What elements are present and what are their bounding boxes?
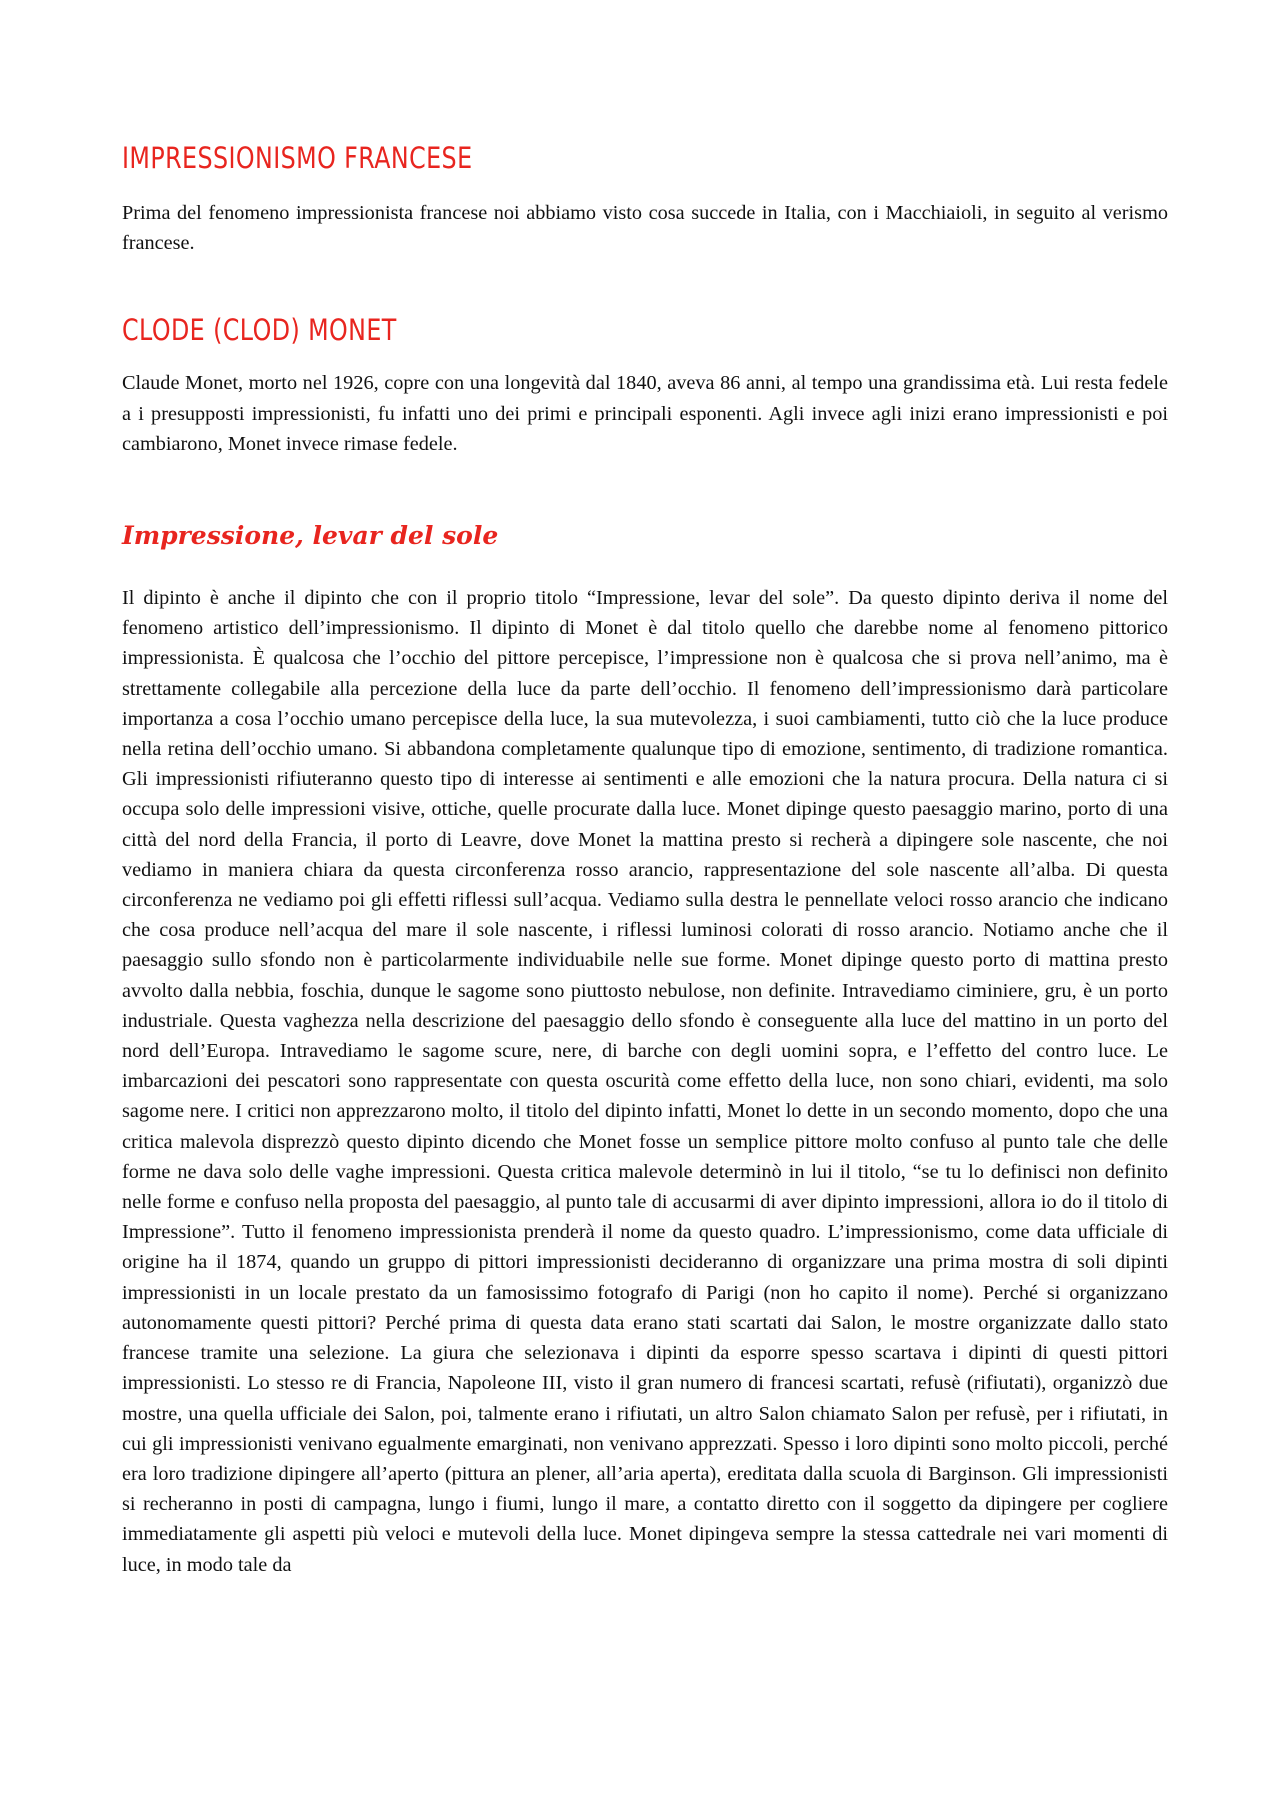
heading-impressione-levar-del-sole: Impressione, levar del sole: [122, 521, 499, 551]
paragraph-impressione: Il dipinto è anche il dipinto che con il proprio titolo “Impressione, levar del sole”. Da questo dipinto deriva il nome del fenomeno artistico dell’impressionismo. Il dipinto di Monet è dal titolo quello che darebbe nome al fenomeno pittorico impressionista. È qualcosa che l’occhio del pittore percepisce, l’impressione non è qualcosa che si prova nell’animo, ma è strettamente collegabile alla percezione della luce da parte dell’occhio. Il fenomeno dell’impressionismo darà particolare importanza a cosa l’occhio umano percepisce della luce, la sua mutevolezza, i suoi cambiamenti, tutto ciò che la luce produce nella retina dell’occhio umano. Si abbandona completamente qualunque tipo di emozione, sentimento, di tradizione romantica. Gli impressionisti rifiuteranno questo tipo di interesse ai sentimenti e alle emozioni che la natura procura. Della natura ci si occupa solo delle impressioni visive, ottiche, quelle procurate dalla luce. Monet dipinge questo paesaggio marino, porto di una città del nord della Francia, il porto di Leavre, dove Monet la mattina presto si recherà a dipingere sole nascente, che noi vediamo in maniera chiara da questa circonferenza rosso arancio, rappresentazione del sole nascente all’alba. Di questa circonferenza ne vediamo poi gli effetti riflessi sull’acqua. Vediamo sulla destra le pennellate veloci rosso arancio che indicano che cosa produce nell’acqua del mare il sole nascente, i riflessi luminosi colorati di rosso arancio. Notiamo anche che il paesaggio sullo sfondo non è particolarmente individuabile nelle sue forme. Monet dipinge questo porto di mattina presto avvolto dalla nebbia, foschia, dunque le sagome sono piuttosto nebulose, non definite. Intravediamo ciminiere, gru, è un porto industriale. Questa vaghezza nella descrizione del paesaggio dello sfondo è conseguente alla luce del mattino in un porto del nord dell’Europa. Intravediamo le sagome scure, nere, di barche con degli uomini sopra, e l’effetto del contro luce. Le imbarcazioni dei pescatori sono rappresentate con questa oscurità come effetto della luce, non sono chiari, evidenti, ma solo sagome nere. I critici non apprezzarono molto, il titolo del dipinto infatti, Monet lo dette in un secondo momento, dopo che una critica malevola disprezzò questo dipinto dicendo che Monet fosse un semplice pittore molto confuso al punto tale che delle forme ne dava solo delle vaghe impressioni. Questa critica malevole determinò in lui il titolo, “se tu lo definisci non definito nelle forme e confuso nella proposta del paesaggio, al punto tale di accusarmi di aver dipinto impressioni, allora io do il titolo di Impressione”. Tutto il fenomeno impressionista prenderà il nome da questo quadro. L’impressionismo, come data ufficiale di origine ha il 1874, quando un gruppo di pittori impressionisti decideranno di organizzare una prima mostra di soli dipinti impressionisti in un locale prestato da un famosissimo fotografo di Parigi (non ho capito il nome). Perché si organizzano autonomamente questi pittori? Perché prima di questa data erano stati scartati dai Salon, le mostre organizzate dallo stato francese tramite una selezione. La giura che selezionava i dipinti da esporre spesso scartava i dipinti di questi pittori impressionisti. Lo stesso re di Francia, Napoleone III, visto il gran numero di francesi scartati, refusè (rifiutati), organizzò due mostre, una quella ufficiale dei Salon, poi, talmente erano i rifiutati, un altro Salon chiamato Salon per refusè, per i rifiutati, in cui gli impressionisti venivano egualmente emarginati, non venivano apprezzati. Spesso i loro dipinti sono molto piccoli, perché era loro tradizione dipingere all’aperto (pittura an plener, all’aria aperta), ereditata dalla scuola di Barginson. Gli impressionisti si recheranno in posti di campagna, lungo i fiumi, lungo il mare, a contatto diretto con il soggetto da dipingere per cogliere immediatamente gli aspetti più veloci e mutevoli della luce. Monet dipingeva sempre la stessa cattedrale nei vari momenti di luce, in modo tale da: [122, 587, 1168, 1576]
heading-clode-monet: CLODE (CLOD) MONET: [122, 313, 397, 348]
heading-impressionismo-francese: IMPRESSIONISMO FRANCESE: [122, 141, 473, 175]
paragraph-monet: Claude Monet, morto nel 1926, copre con una longevità dal 1840, aveva 86 anni, al tempo una grandissima età. Lui resta fedele a i presupposti impressionisti, fu infatti uno dei primi e principali esponenti. Agli invece agli inizi erano impressionisti e poi cambiarono, Monet invece rimase fedele.: [122, 372, 1168, 455]
document-page: [122, 140, 1168, 1580]
paragraph-intro: Prima del fenomeno impressionista francese noi abbiamo visto cosa succede in Italia, con i Macchiaioli, in seguito al verismo francese.: [122, 202, 1168, 255]
